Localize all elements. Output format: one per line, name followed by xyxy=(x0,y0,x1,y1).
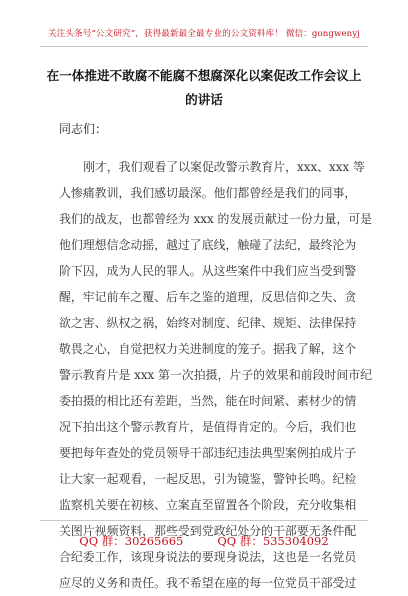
page-header xyxy=(40,20,368,47)
footer-qq-group-1: QQ 群：30265665 xyxy=(79,534,184,548)
title-line: 的讲话 xyxy=(185,92,223,107)
body-line: 醒，牢记前车之覆、后车之鉴的道理，反思信仰之失、贪 xyxy=(59,290,357,304)
body-line: 欲之害、纵权之祸，始终对制度、纪律、规矩、法律保持 xyxy=(59,316,357,330)
body-line: 他们理想信念动摇，越过了底线，触碰了法纪，最终沦为 xyxy=(59,238,357,252)
body-line: 我们的战友，也都曾经为 xxx 的发展贡献过一份力量，可是 xyxy=(59,212,373,226)
body-line: 警示教育片是 xxx 第一次拍摄，片子的效果和前段时间市纪 xyxy=(59,368,373,382)
body-line: 合纪委工作，该现身说法的要现身说法，这也是一名党员 xyxy=(59,550,357,564)
body-line: 关图片视频资料，那些受到党政纪处分的干部要无条件配 xyxy=(59,524,357,538)
page-footer xyxy=(40,520,368,561)
body-line: 委拍摄的相比还有差距，当然，能在时间紧、素材少的情 xyxy=(59,394,357,408)
body-line: 应尽的义务和责任。我不希望在座的每一位党员干部受过 xyxy=(59,576,357,590)
body-line: 阶下囚，成为人民的罪人。从这些案件中我们应当受到警 xyxy=(59,264,357,278)
body-line: 监察机关要在初核、立案直至留置各个阶段，充分收集相 xyxy=(59,498,357,512)
body-line: 刚才，我们观看了以案促改警示教育片，xxx、xxx 等 xyxy=(83,160,365,174)
body-line: 人惨痛教训，我们感切最深。他们都曾经是我们的同事， xyxy=(59,186,357,200)
greeting: 同志们： xyxy=(59,122,108,136)
header-notice: 关注头条号“公文研究”，获得最新最全最专业的公文资料库！ 微信：gongwenyj xyxy=(47,29,361,39)
title-line: 在一体推进不敢腐不能腐不想腐深化以案促改工作会议上 xyxy=(46,68,362,83)
body-line: 敬畏之心，自觉把权力关进制度的笼子。据我了解，这个 xyxy=(59,342,357,356)
body-line: 让大家一起观看，一起反思，引为镜鉴，警钟长鸣。纪检 xyxy=(59,472,357,486)
body-line: 况下拍出这个警示教育片，是值得肯定的。今后，我们也 xyxy=(59,420,357,434)
body-line: 要把每年查处的党员领导干部违纪违法典型案例拍成片子 xyxy=(59,446,357,460)
footer-qq-group-2: QQ 群：535304092 xyxy=(217,534,329,548)
document-title xyxy=(40,64,368,112)
